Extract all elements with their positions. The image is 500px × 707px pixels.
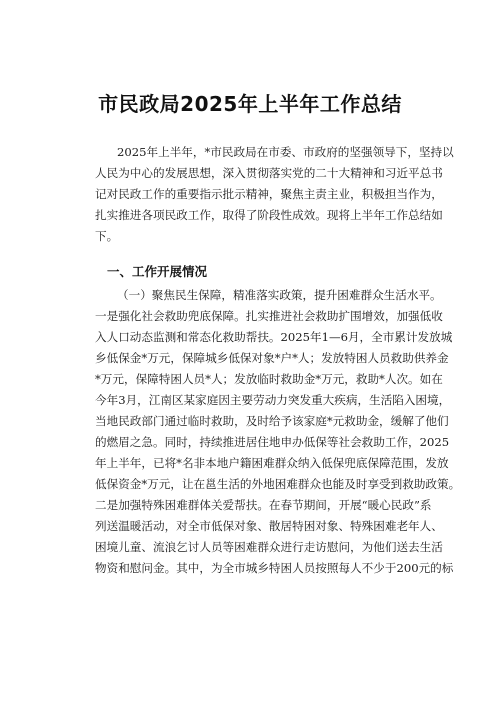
body-line: 入人口动态监测和常态化救助帮扶。2025年1—6月，全市累计发放城 <box>95 330 453 344</box>
body-line: 物资和慰问金。其中，为全市城乡特困人员按照每人不少于200元的标 <box>95 561 454 575</box>
document-title: 市民政局2025年上半年工作总结 <box>98 92 402 116</box>
body-line: 年上半年，已将*名非本地户籍困难群众纳入低保兜底保障范围，发放 <box>95 456 449 470</box>
intro-line: 记对民政工作的重要指示批示精神，聚焦主责主业，积极担当作为， <box>95 187 443 201</box>
body-line: 列送温暖活动，对全市低保对象、散居特困对象、特殊困难老年人、 <box>95 519 443 533</box>
body-line: 低保资金*万元，让在邕生活的外地困难群众也能及时享受到救助政策。 <box>95 477 461 491</box>
intro-line: 扎实推进各项民政工作，取得了阶段性成效。现将上半年工作总结如 <box>95 208 443 222</box>
intro-line: 人民为中心的发展思想，深入贯彻落实党的二十大精神和习近平总书 <box>95 166 443 180</box>
body-line: 今年3月，江南区某家庭因主要劳动力突发重大疾病，生活陷入困境， <box>95 393 451 407</box>
body-line: *万元，保障特困人员*人；发放临时救助金*万元，救助*人次。如在 <box>95 372 443 386</box>
body-line: 的燃眉之急。同时，持续推进居住地申办低保等社会救助工作，2025 <box>95 435 450 449</box>
body-line: 一是强化社会救助兜底保障。扎实推进社会救助扩围增效，加强低收 <box>95 309 443 323</box>
intro-line: 2025年上半年，*市民政局在市委、市政府的坚强领导下，坚持以 <box>117 145 454 159</box>
body-line: 困境儿童、流浪乞讨人员等困难群众进行走访慰问，为他们送去生活 <box>95 540 443 554</box>
body-line: 乡低保金*万元，保障城乡低保对象*户*人；发放特困人员救助供养金 <box>95 351 449 365</box>
section-heading: 一、工作开展情况 <box>107 264 208 279</box>
body-line: 二是加强特殊困难群体关爱帮扶。在春节期间，开展“暖心民政”系 <box>95 498 432 512</box>
body-line: （一）聚焦民生保障，精准落实政策，提升困难群众生活水平。 <box>117 288 442 302</box>
body-line: 当地民政部门通过临时救助，及时给予该家庭*元救助金，缓解了他们 <box>95 414 449 428</box>
intro-line: 下。 <box>95 229 119 243</box>
